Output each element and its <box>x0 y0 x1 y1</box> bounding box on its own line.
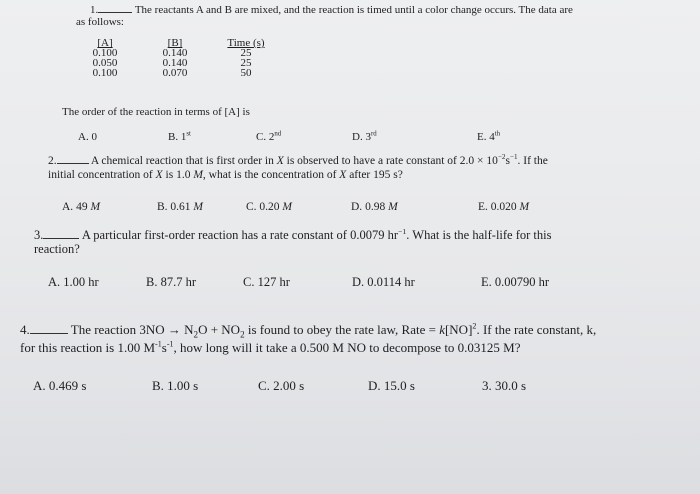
choice-letter: A. <box>33 378 46 393</box>
choice-text: 1 <box>180 131 187 143</box>
q4-choice-a[interactable] <box>33 378 86 394</box>
choice-letter: B. <box>168 131 179 143</box>
q4-choice-b[interactable] <box>152 378 198 394</box>
choice-letter: D. <box>368 378 381 393</box>
q1-col-a <box>80 38 130 78</box>
q4-choice-c[interactable] <box>258 378 304 394</box>
q4-var: k <box>439 322 445 337</box>
choice-unit: M <box>90 201 101 213</box>
q4-answer-blank[interactable] <box>30 333 68 334</box>
q4-sub: 2 <box>240 329 245 340</box>
q1-choice-e[interactable] <box>477 131 500 143</box>
q4-sub: 2 <box>193 329 199 340</box>
choice-unit: M <box>282 201 293 213</box>
choice-text: 0.00790 hr <box>494 275 550 289</box>
choice-letter: C. <box>256 131 267 143</box>
q3-choice-c[interactable] <box>243 275 290 290</box>
choice-letter: B. <box>157 201 168 213</box>
q2-line2 <box>48 169 403 181</box>
choice-text: 0.20 <box>259 201 283 213</box>
choice-unit: M <box>388 201 398 213</box>
choice-letter: A. <box>62 201 74 213</box>
choice-sup: th <box>494 130 501 138</box>
q4-line2 <box>20 340 521 356</box>
choice-unit: M <box>519 201 530 213</box>
choice-text: 2 <box>268 131 275 143</box>
choice-letter: C. <box>246 201 257 213</box>
q1-choice-c[interactable] <box>256 131 281 143</box>
q3-line2: reaction? <box>34 242 80 256</box>
choice-letter: E. <box>481 275 492 289</box>
q4-text: for this reaction is 1.00 M <box>20 340 156 355</box>
choice-text: 2.00 s <box>273 378 305 393</box>
choice-text: 15.0 s <box>383 378 415 393</box>
choice-text: 49 <box>76 201 91 213</box>
choice-text: 87.7 hr <box>160 275 197 289</box>
choice-unit: M <box>193 201 204 213</box>
choice-letter: B. <box>152 378 164 393</box>
choice-text: 0.61 <box>170 201 194 213</box>
q4-text: is found to obey the rate law, Rate = <box>244 322 440 337</box>
q2-var: X <box>155 169 163 181</box>
choice-letter: A. <box>48 275 61 289</box>
q2-text: initial concentration of <box>48 169 156 181</box>
q3-text: . What is the half-life for this <box>406 228 552 242</box>
q4-number: 4. <box>20 322 30 337</box>
q3-choice-a[interactable] <box>48 275 99 290</box>
q4-text: . If the rate constant, k, <box>476 322 597 337</box>
q4-text: s <box>161 340 167 355</box>
q1-prompt-text: The reactants A and B are mixed, and the reaction is timed until a color change occurs. The data are <box>134 4 573 16</box>
choice-letter: E. <box>478 201 488 213</box>
q2-choice-a[interactable] <box>62 201 100 213</box>
q4-text: O + NO <box>198 322 241 337</box>
q4-text: , how long will it take a 0.500 M NO to decompose to 0.03125 M? <box>173 340 521 355</box>
choice-letter: E. <box>477 131 487 143</box>
q2-number: 2. <box>48 155 57 167</box>
choice-letter: A. <box>78 131 89 143</box>
q2-choice-b[interactable] <box>157 201 203 213</box>
q4-exp: -1 <box>155 339 162 349</box>
choice-letter: D. <box>352 275 365 289</box>
q4-text: [NO] <box>444 322 473 337</box>
q2-text: A chemical reaction that is first order in <box>90 155 277 167</box>
q3-text: A particular first-order reaction has a rate constant of 0.0079 hr <box>81 228 399 242</box>
q1-cell: 50 <box>240 67 252 79</box>
q2-var: X <box>339 169 347 181</box>
choice-text: 30.0 s <box>495 378 527 393</box>
q1-cell: 0.100 <box>92 47 118 59</box>
q1-question: The order of the reaction in terms of [A] is <box>62 106 250 118</box>
q1-cell: 25 <box>240 57 252 69</box>
q1-choice-b[interactable] <box>168 131 191 143</box>
q1-prompt-line2: as follows: <box>76 16 124 28</box>
q2-text: s <box>505 155 510 167</box>
choice-text: 0.020 <box>490 201 520 213</box>
q1-cell: 0.140 <box>162 57 188 69</box>
q3-choice-b[interactable] <box>146 275 196 290</box>
choice-letter: C. <box>258 378 270 393</box>
q2-text: , what is the concentration of <box>202 169 340 181</box>
q2-answer-blank[interactable] <box>57 163 89 164</box>
q3-choice-d[interactable] <box>352 275 415 290</box>
choice-text: 1.00 s <box>167 378 199 393</box>
q1-col-b <box>150 38 200 78</box>
choice-text: 4 <box>489 131 495 143</box>
choice-letter: B. <box>146 275 158 289</box>
q2-choice-e[interactable] <box>478 201 529 213</box>
choice-text: 0 <box>91 131 97 143</box>
q2-text: after 195 s? <box>346 169 403 181</box>
q2-text: . If the <box>517 155 548 167</box>
q2-var: X <box>276 155 284 167</box>
q4-text: The reaction 3NO → N <box>70 322 194 337</box>
q2-exp: −2 <box>497 153 506 162</box>
q2-choice-d[interactable] <box>351 201 398 213</box>
q1-header-b: [B] <box>167 37 183 49</box>
q2-line1 <box>48 155 548 167</box>
choice-sup: rd <box>370 130 377 138</box>
choice-text: 3 <box>365 131 371 143</box>
q1-prompt-line1 <box>90 4 573 16</box>
q1-col-time <box>218 38 274 78</box>
q1-choice-a[interactable] <box>78 131 97 143</box>
q4-choice-e[interactable] <box>482 378 526 394</box>
q2-var: M <box>193 169 203 181</box>
choice-text: 1.00 hr <box>63 275 99 289</box>
q1-cell: 25 <box>240 47 252 59</box>
choice-letter: C. <box>243 275 255 289</box>
q1-header-a: [A] <box>97 37 113 49</box>
q4-exp: 2 <box>472 321 477 331</box>
q4-line1 <box>20 322 596 338</box>
choice-text: 127 hr <box>257 275 290 289</box>
q1-number: 1. <box>90 4 99 16</box>
choice-letter: D. <box>351 201 363 213</box>
choice-text: 0.469 s <box>48 378 87 393</box>
q1-cell: 0.140 <box>162 47 188 59</box>
q2-text: is observed to have a rate constant of 2.0 × 10 <box>283 155 498 167</box>
q2-exp: −1 <box>509 153 518 162</box>
q4-exp: -1 <box>166 339 174 349</box>
q1-answer-blank[interactable] <box>98 12 132 13</box>
choice-sup: st <box>186 130 191 138</box>
q3-exp: −1 <box>398 226 407 236</box>
q1-header-time: Time (s) <box>227 37 265 49</box>
choice-text: 0.0114 hr <box>367 275 415 289</box>
choice-text: 0.98 <box>365 201 389 213</box>
choice-sup: nd <box>274 130 282 138</box>
choice-letter: 3. <box>482 378 492 393</box>
q4-choice-d[interactable] <box>368 378 415 394</box>
q3-answer-blank[interactable] <box>43 238 79 239</box>
q1-cell: 0.100 <box>92 67 118 79</box>
q3-choice-e[interactable] <box>481 275 549 290</box>
q2-text: is 1.0 <box>162 169 194 181</box>
choice-letter: D. <box>352 131 363 143</box>
q1-cell: 0.050 <box>92 57 118 69</box>
q1-choice-d[interactable] <box>352 131 377 143</box>
q1-cell: 0.070 <box>162 67 188 79</box>
q3-line1 <box>34 228 551 243</box>
q3-number: 3. <box>34 228 44 242</box>
q2-choice-c[interactable] <box>246 201 292 213</box>
